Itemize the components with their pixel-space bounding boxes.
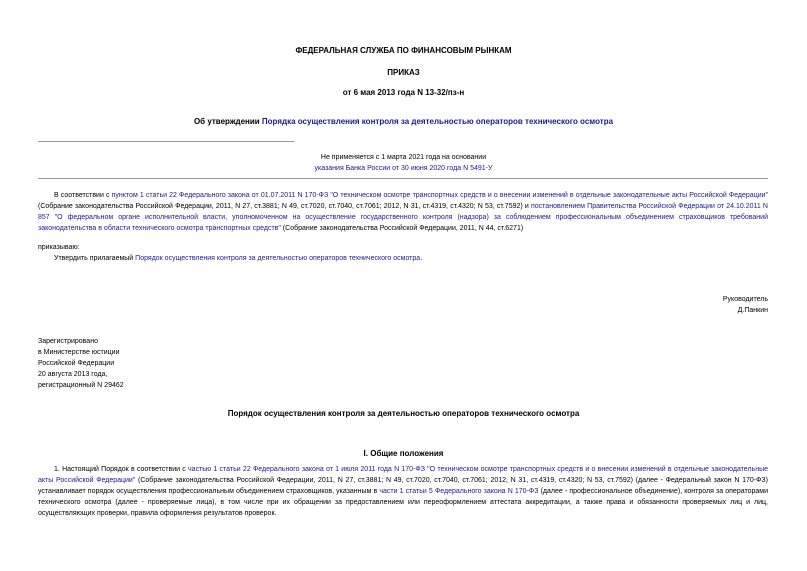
section-heading: I. Общие положения	[363, 449, 444, 458]
divider-long	[38, 178, 768, 179]
annex-p1-text-1: 1. Настоящий Порядок в соответствии с	[54, 466, 189, 473]
registration-block	[38, 336, 124, 391]
registration-line-2: в Министерстве юстиции	[38, 349, 120, 356]
annex-p1-text-3: (далее - профессиональное объединение), контроля за операторами технического осмотра (далее - проверяемые лица), в том числе при их обращении за предоставлением или переоформлением аттестата аккредитации, а также права и обязанности проверяемых лиц и лиц, осуществляющих проверки, правила оформления результатов проверок.	[38, 488, 768, 517]
preamble-paragraph	[38, 190, 768, 234]
order-approve	[54, 253, 768, 264]
order-verb: приказываю:	[38, 244, 80, 251]
preamble-text-3: (Собрание законодательства Российской Федерации, 2011, N 44, ст.6271)	[280, 225, 524, 232]
order-approve-link[interactable]: Порядок осуществления контроля за деятельностью операторов технического осмотра	[135, 255, 421, 262]
annex-p1-text-2: (Собрание законодательства Российской Федерации, 2011, N 27, ст.3881; N 49, ст.7020, ст.7040, ст.7061; 2012, N 31, ст.4319, ст.4320; N 53, ст.7592) (далее - Федеральный закон N 170-ФЗ) устанавливает порядок осуществления профессиональным объединением страховщиков, указанным в	[38, 477, 768, 495]
registration-line-3: Российской Федерации	[38, 360, 115, 367]
doc-title-prefix: Об утверждении	[193, 117, 262, 126]
registration-line-4: 20 августа 2013 года,	[38, 371, 108, 378]
preamble-text-2: (Собрание законодательства Российской Федерации, 2011, N 27, ст.3881; N 49, ст.7020, ст.7040, ст.7061; 2012, N 31, ст.4319, ст.4320; N 53, ст.7592) и	[38, 203, 531, 210]
doc-title-link[interactable]: Порядка осуществления контроля за деятельностью операторов технического осмотра	[261, 117, 614, 126]
annex-paragraph-1	[38, 464, 768, 519]
doc-title	[0, 117, 807, 126]
annex-p1-link-article[interactable]: части 1 статьи 5 Федерального закона N 170-ФЗ	[379, 488, 539, 495]
divider-short	[38, 141, 294, 142]
notice-text: Не применяется с 1 марта 2021 года на основании	[320, 154, 487, 161]
doc-type: ПРИКАЗ	[387, 68, 420, 77]
order-approve-suffix: .	[420, 255, 423, 262]
signature-role: Руководитель	[722, 296, 768, 303]
preamble-link-decree[interactable]: постановлением Правительства Российской Федерации от 24.10.2011 N 857 "О федеральном органе исполнительной власти, уполномоченном на осуществление государственного контроля (надзора) за соблюдением профессиональным объединением страховщиков требований законодательства в области технического осмотра транспортных средств"	[38, 203, 768, 232]
preamble-link-law[interactable]: пунктом 1 статьи 22 Федерального закона от 01.07.2011 N 170-ФЗ "О техническом осмотре транспортных средств и о внесении изменений в отдельные законодательные акты Российской Федерации"	[111, 192, 769, 199]
registration-line-1: Зарегистрировано	[38, 338, 98, 345]
order-approve-prefix: Утвердить прилагаемый	[54, 255, 136, 262]
notice-link[interactable]: указания Банка России от 30 июня 2020 года N 5491-У	[314, 165, 493, 172]
annex-p1-link-law[interactable]: частью 1 статьи 22 Федерального закона от 1 июля 2011 года N 170-ФЗ "О техническом осмотре транспортных средств и о внесении изменений в отдельные законодательные акты Российской Федерации"	[38, 466, 768, 484]
preamble-text-1: В соответствии с	[54, 192, 112, 199]
doc-date-number: от 6 мая 2013 года N 13-32/пз-н	[342, 88, 465, 97]
agency-name: ФЕДЕРАЛЬНАЯ СЛУЖБА ПО ФИНАНСОВЫМ РЫНКАМ	[295, 46, 512, 55]
annex-title: Порядок осуществления контроля за деятельностью операторов технического осмотра	[227, 409, 580, 418]
registration-line-5: регистрационный N 29462	[38, 382, 124, 389]
signature-name: Д.Панкин	[737, 307, 768, 314]
signature-block	[723, 294, 768, 316]
